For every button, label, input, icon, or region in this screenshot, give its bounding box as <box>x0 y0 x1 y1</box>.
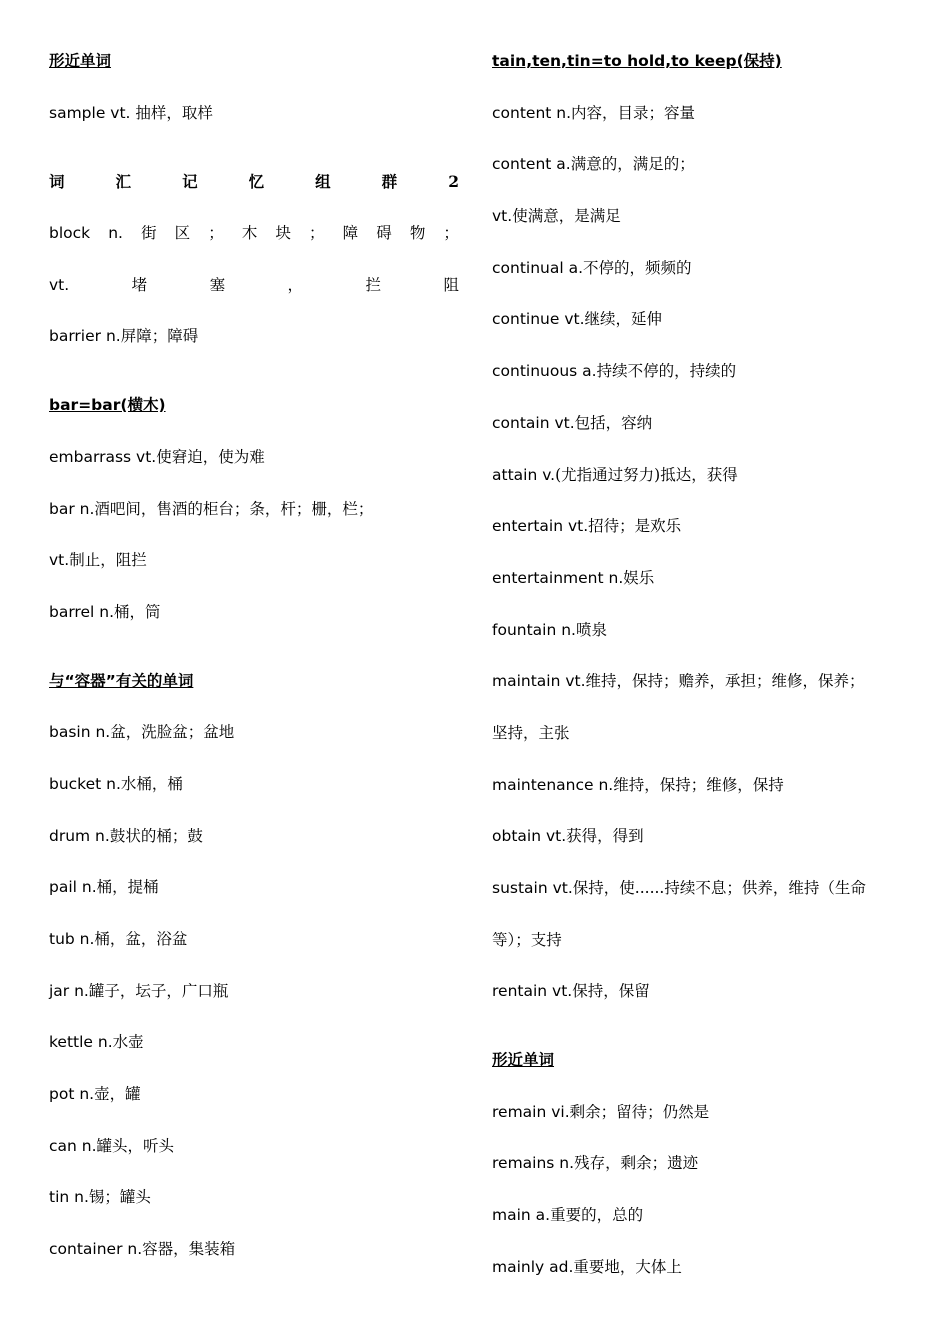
heading-tain-root: tain,ten,tin=to hold,to keep(保持) <box>492 52 782 70</box>
entry-obtain: obtain vt.获得，得到 <box>492 827 644 846</box>
entry-continuous: continuous a.持续不停的，持续的 <box>492 362 737 381</box>
heading-similar-words-2: 形近单词 <box>492 1051 555 1070</box>
entry-remains: remains n.残存，剩余；遗迹 <box>492 1154 699 1173</box>
entry-maintain-continued: 坚持，主张 <box>492 723 570 742</box>
entry-pot: pot n.壶，罐 <box>49 1085 141 1104</box>
left-column <box>49 36 459 1276</box>
heading-similar-words: 形近单词 <box>49 52 112 70</box>
entry-entertainment: entertainment n.娱乐 <box>492 568 655 587</box>
entry-content-vt: vt.使满意，是满足 <box>492 207 621 226</box>
entry-content-a: content a.满意的，满足的； <box>492 155 695 174</box>
entry-sample: sample vt. 抽样，取样 <box>49 103 213 122</box>
entry-container: container n.容器，集装箱 <box>49 1240 236 1259</box>
entry-sustain: sustain vt.保持，使......持续不息；供养，维持（生命 <box>492 879 866 897</box>
entry-can: can n.罐头，听头 <box>49 1136 175 1155</box>
entry-bar-vt: vt.制止，阻拦 <box>49 551 147 570</box>
entry-maintain: maintain vt.维持，保持；赡养，承担；维修，保养； <box>492 672 865 691</box>
entry-contain: contain vt.包括，容纳 <box>492 413 653 432</box>
entry-content-n: content n.内容，目录；容量 <box>492 103 696 122</box>
entry-embarrass: embarrass vt.使窘迫，使为难 <box>49 447 265 466</box>
entry-rentain: rentain vt.保持，保留 <box>492 982 650 1001</box>
entry-maintenance: maintenance n.维持，保持；维修，保持 <box>492 775 784 794</box>
entry-bar: bar n.酒吧间，售酒的柜台；条，杆；栅，栏； <box>49 499 374 518</box>
entry-kettle: kettle n.水壶 <box>49 1033 144 1052</box>
entry-barrier: barrier n.屏障；障碍 <box>49 327 199 346</box>
entry-tub: tub n.桶，盆，浴盆 <box>49 930 188 948</box>
entry-sustain-continued: 等）；支持 <box>492 930 562 949</box>
entry-barrel: barrel n.桶，筒 <box>49 602 161 621</box>
entry-pail: pail n.桶，提桶 <box>49 878 159 897</box>
entry-block: block n. 街 区 ； 木 块 ； 障 碍 物 ； <box>49 224 459 243</box>
entry-basin: basin n.盆，洗脸盆；盆地 <box>49 723 235 742</box>
entry-block-vt: vt. 堵 塞 ， 拦 阻 <box>49 275 459 294</box>
entry-mainly: mainly ad.重要地，大体上 <box>492 1257 682 1276</box>
heading-container-words: 与“容器”有关的单词 <box>49 671 194 690</box>
entry-attain: attain v.(尤指通过努力)抵达，获得 <box>492 465 738 484</box>
right-column <box>492 36 904 1294</box>
entry-main: main a.重要的，总的 <box>492 1206 644 1225</box>
entry-continual: continual a.不停的，频频的 <box>492 258 692 277</box>
heading-bar-root: bar=bar(横木) <box>49 396 166 415</box>
entry-bucket: bucket n.水桶，桶 <box>49 774 183 793</box>
entry-entertain: entertain vt.招待；是欢乐 <box>492 517 682 536</box>
entry-continue: continue vt.继续，延伸 <box>492 310 663 329</box>
entry-remain: remain vi.剩余；留待；仍然是 <box>492 1102 710 1121</box>
entry-jar: jar n.罐子，坛子，广口瓶 <box>49 981 229 1000</box>
section-title-vocab-group-2: 词 汇 记 忆 组 群 2 <box>49 172 459 192</box>
entry-tin: tin n.锡；罐头 <box>49 1188 151 1207</box>
entry-fountain: fountain n.喷泉 <box>492 620 607 639</box>
entry-drum: drum n.鼓状的桶；鼓 <box>49 826 203 845</box>
